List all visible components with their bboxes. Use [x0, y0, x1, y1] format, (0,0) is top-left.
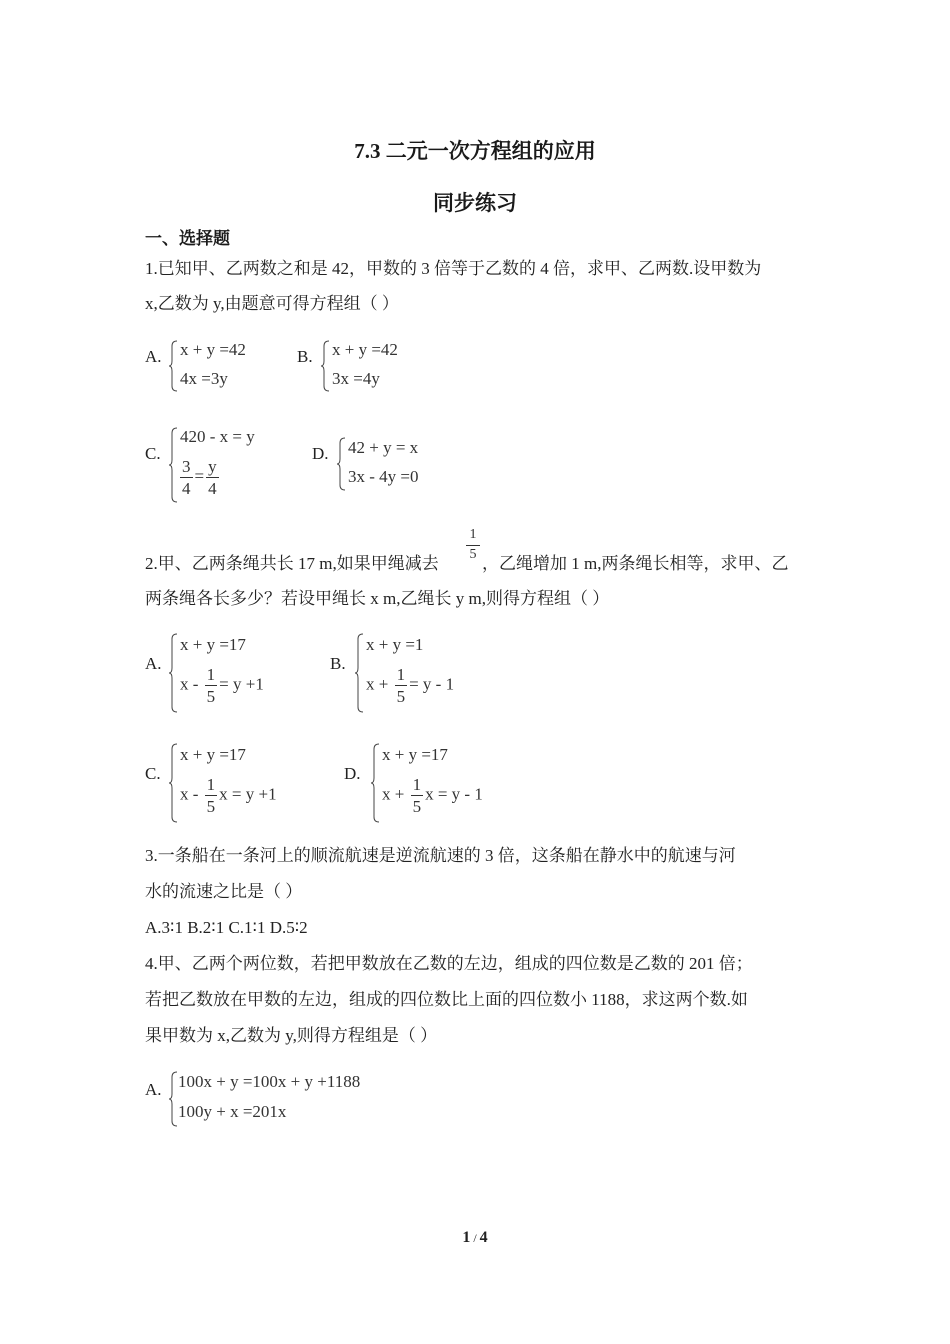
q2-inline-fraction: 1 5	[466, 526, 480, 564]
q2-option-a-label[interactable]: A.	[145, 654, 162, 673]
q2-option-c-label[interactable]: C.	[145, 764, 161, 783]
q2-d-eq2: x + $\frac{1}{5}$ x = y - 1	[382, 775, 483, 816]
q2-a-eq2: x - $\frac{1}{5}$ = y +1	[180, 665, 264, 706]
q1-c-eq1: 420 - x = y	[180, 427, 255, 446]
q1-b-eq1: x + y =42	[332, 340, 398, 359]
brace-icon	[320, 340, 330, 392]
brace-icon	[168, 633, 178, 713]
brace-icon	[168, 743, 178, 823]
brace-icon	[168, 340, 178, 392]
q4-option-a-system	[168, 1071, 398, 1127]
q1-option-d-label[interactable]: D.	[312, 444, 329, 463]
q1-a-eq1: x + y =42	[180, 340, 246, 359]
page-title: 7.3 二元一次方程组的应用	[354, 139, 596, 163]
q2-text-line1-pre: 2.甲、乙两条绳共长 17 m,如果甲绳减去	[145, 554, 439, 573]
section-heading: 一、选择题	[145, 229, 230, 248]
q2-option-c-system	[168, 743, 298, 823]
q2-option-a-system	[168, 633, 288, 713]
q1-b-eq2: 3x =4y	[332, 369, 380, 388]
q2-b-eq1: x + y =1	[366, 635, 424, 654]
q3-options[interactable]: A.3∶1 B.2∶1 C.1∶1 D.5∶2	[145, 918, 308, 937]
fraction: $\frac{1}{5}$	[412, 775, 422, 816]
q2-option-b-label[interactable]: B.	[330, 654, 346, 673]
q2-a-eq1: x + y =17	[180, 635, 246, 654]
q2-d-eq1: x + y =17	[382, 745, 448, 764]
brace-icon	[168, 1071, 178, 1127]
q2-text-line2: 两条绳各长多少？若设甲绳长 x m,乙绳长 y m,则得方程组（ ）	[145, 589, 610, 608]
fraction: $\frac{1}{5}$	[206, 775, 216, 816]
q2-option-d-system	[370, 743, 500, 823]
fraction: $\frac{1}{5}$	[206, 665, 216, 706]
q4-text-line1: 4.甲、乙两个两位数，若把甲数放在乙数的左边，组成的四位数是乙数的 201 倍；	[145, 954, 753, 973]
q4-a-eq2: 100y + x =201x	[178, 1102, 287, 1121]
brace-icon	[336, 437, 346, 491]
q4-text-line3: 果甲数为 x,乙数为 y,则得方程组是（ ）	[145, 1026, 438, 1045]
q2-c-eq1: x + y =17	[180, 745, 246, 764]
q4-text-line2: 若把乙数放在甲数的左边，组成的四位数比上面的四位数小 1188，求这两个数.如	[145, 990, 748, 1009]
brace-icon	[354, 633, 364, 713]
q3-text-line2: 水的流速之比是（ ）	[145, 882, 303, 901]
q1-option-c-label[interactable]: C.	[145, 444, 161, 463]
fraction: $\frac{y}{4}$	[208, 457, 217, 498]
q3-text-line1: 3.一条船在一条河上的顺流航速是逆流航速的 3 倍，这条船在静水中的航速与河	[145, 846, 736, 865]
q1-c-eq2: $\frac{3}{4}$ = $\frac{y}{4}$	[182, 457, 217, 498]
brace-icon	[370, 743, 380, 823]
fraction: $\frac{3}{4}$	[182, 457, 191, 498]
q4-a-eq1: 100x + y =100x + y +1188	[178, 1072, 361, 1091]
q1-d-eq1: 42 + y = x	[348, 438, 419, 457]
q1-option-a-label[interactable]: A.	[145, 347, 162, 366]
q1-option-d-system	[336, 437, 446, 491]
q1-option-c-system	[168, 427, 278, 503]
q2-text-line1-post: ，乙绳增加 1 m,两条绳长相等，求甲、乙	[482, 554, 789, 573]
q4-option-a-label[interactable]: A.	[145, 1080, 162, 1099]
q1-option-b-label[interactable]: B.	[297, 347, 313, 366]
q1-option-a-system	[168, 340, 268, 392]
q1-text-line2: x,乙数为 y,由题意可得方程组（ ）	[145, 294, 399, 313]
page-number: 1 / 4	[462, 1229, 488, 1246]
fraction: $\frac{1}{5}$	[396, 665, 406, 706]
q1-text-line1: 1.已知甲、乙两数之和是 42，甲数的 3 倍等于乙数的 4 倍，求甲、乙两数.设甲数为	[145, 259, 762, 278]
q2-b-eq2: x + $\frac{1}{5}$ = y - 1	[366, 665, 455, 706]
q1-option-b-system	[320, 340, 420, 392]
brace-icon	[168, 427, 178, 503]
q2-option-d-label[interactable]: D.	[344, 764, 361, 783]
q1-d-eq2: 3x - 4y =0	[348, 467, 419, 486]
q2-c-eq2: x - $\frac{1}{5}$ x = y +1	[180, 775, 277, 816]
page-subtitle: 同步练习	[433, 191, 517, 215]
q2-option-b-system	[354, 633, 474, 713]
q1-a-eq2: 4x =3y	[180, 369, 228, 388]
